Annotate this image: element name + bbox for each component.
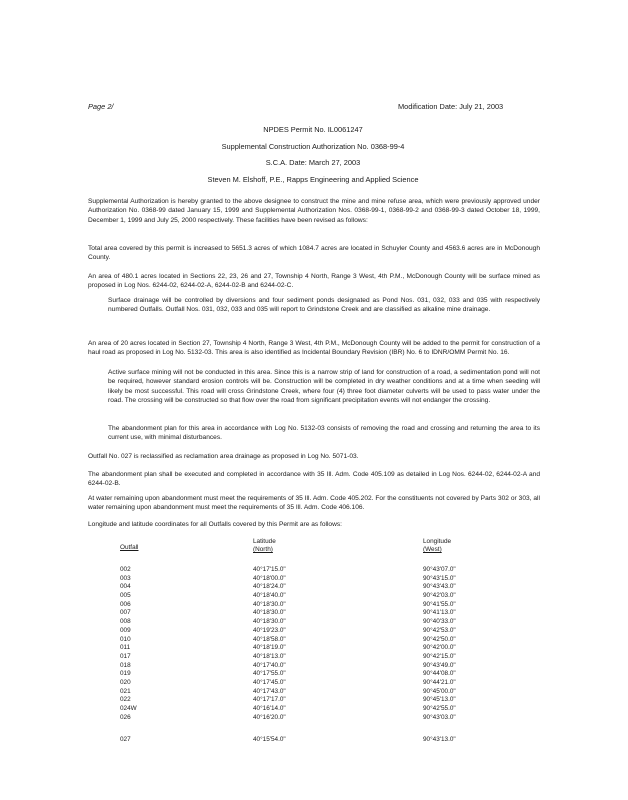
paragraph-surface-drainage: Surface drainage will be controlled by diversions and four sediment ponds designated as Pond Nos. 031, 032, 033 and 035 with respectively numbered Outfalls. Outfall Nos. 031, 032, 033 and 035 will report to Grindstone Creek and are classified as alkaline mine drainage. — [108, 297, 540, 314]
sca-date: S.C.A. Date: March 27, 2003 — [265, 158, 361, 167]
longitude-cell: 90°45'00.0" — [423, 687, 456, 695]
longitude-header-line2: (West) — [423, 546, 442, 553]
longitude-cell: 90°45'13.0" — [423, 696, 456, 704]
latitude-cell: 40°18'30.0" — [253, 618, 286, 626]
longitude-cell: 90°42'03.0" — [423, 592, 456, 600]
outfall-cell: 011 — [120, 644, 131, 652]
outfall-cell: 020 — [120, 678, 131, 686]
latitude-header-line2: (North) — [253, 546, 273, 553]
latitude-cell: 40°18'30.0" — [253, 600, 286, 608]
paragraph-haul-road: An area of 20 acres located in Section 27, Township 4 North, Range 3 West, 4th P.M., McDonough County will be added to the permit for construction of a haul road as proposed in Log No. 5132-03. This area is also identified as Incidental Boundary Revision (IBR) No. 6 to IDNR/OMM Permit No. 16. — [88, 340, 540, 357]
table-row — [120, 714, 480, 723]
latitude-cell: 40°16'14.0" — [253, 705, 286, 712]
longitude-cell: 90°40'33.0" — [423, 618, 456, 626]
table-row — [120, 696, 480, 705]
outfall-cell: 005 — [120, 592, 131, 600]
paragraph-authorization: Supplemental Authorization is hereby granted to the above designee to construct the mine and mine refuse area, which were previously approved under Authorization No. 0368-99 dated January 15, 1999 and Supplemental Authorization Nos. 0368-99-1, 0368-99-2 and 0368-99-3 dated October 18, 1999, December 1, 1999 and July 25, 2000 respectively. These facilities have been revised as follows: — [88, 198, 540, 224]
table-row — [120, 679, 480, 688]
longitude-cell: 90°44'21.0" — [423, 678, 456, 686]
latitude-cell: 40°17'45.0" — [253, 678, 286, 686]
table-row — [120, 670, 480, 679]
paragraph-coordinates-intro: Longitude and latitude coordinates for all Outfalls covered by this Permit are as follows: — [88, 521, 342, 528]
permit-number: NPDES Permit No. IL0061247 — [263, 125, 363, 134]
latitude-cell: 40°18'00.0" — [253, 574, 286, 582]
latitude-header-line1: Latitude — [253, 538, 276, 545]
table-row — [120, 566, 480, 575]
outfall-cell: 026 — [120, 713, 131, 721]
latitude-cell: 40°17'55.0" — [253, 670, 286, 678]
outfall-cell: 010 — [120, 635, 131, 643]
outfall-cell: 022 — [120, 696, 131, 704]
latitude-cell: 40°17'40.0" — [253, 661, 286, 669]
longitude-cell: 90°43'43.0" — [423, 583, 456, 591]
paragraph-abandonment-plan: The abandonment plan shall be executed and completed in accordance with 35 Ill. Adm. Code 405.109 as detailed in Log Nos. 6244-02, 6244-02-A and 6244-02-B. — [88, 471, 540, 488]
longitude-cell: 90°42'00.0" — [423, 644, 456, 652]
table-row — [120, 662, 480, 671]
latitude-cell: 40°18'19.0" — [253, 644, 286, 652]
longitude-cell: 90°42'50.0" — [423, 635, 456, 643]
table-row — [120, 618, 480, 627]
outfall-cell: 018 — [120, 661, 131, 669]
longitude-cell: 90°43'13.0" — [423, 736, 456, 744]
latitude-cell: 40°17'17.0" — [253, 696, 286, 704]
engineer-line: Steven M. Elshoff, P.E., Rapps Engineering and Applied Science — [207, 175, 419, 184]
paragraph-total-area: Total area covered by this permit is increased to 5651.3 acres of which 1084.7 acres are located in Schuyler County and 4563.6 acres are in McDonough County. — [88, 245, 540, 262]
outfall-cell: 003 — [120, 574, 131, 582]
latitude-column-header — [253, 538, 276, 554]
outfall-cell: 021 — [120, 687, 131, 695]
longitude-cell: 90°43'49.0" — [423, 661, 456, 669]
latitude-cell: 40°17'15.0" — [253, 566, 286, 573]
latitude-cell: 40°18'58.0" — [253, 635, 286, 643]
outfall-cell: 027 — [120, 736, 131, 744]
latitude-cell: 40°15'54.0" — [253, 736, 286, 744]
outfall-cell: 004 — [120, 583, 131, 591]
outfall-cell: 002 — [120, 566, 131, 573]
longitude-header-line1: Longitude — [423, 538, 452, 545]
paragraph-outfall-027: Outfall No. 027 is reclassified as reclamation area drainage as proposed in Log No. 5071-03. — [88, 453, 359, 460]
paragraph-water-requirements: At water remaining upon abandonment must meet the requirements of 35 Ill. Adm. Code 405.202. For the constituents not covered by Parts 302 or 303, all water remaining upon abandonment must meet the requirements of 35 Ill. Adm. Code 406.106. — [88, 495, 540, 512]
latitude-cell: 40°17'43.0" — [253, 687, 286, 695]
modification-date: Modification Date: July 21, 2003 — [398, 102, 504, 111]
outfall-cell: 006 — [120, 600, 131, 608]
authorization-number: Supplemental Construction Authorization No. 0368-99-4 — [221, 142, 405, 151]
outfall-cell: 024W — [120, 705, 137, 712]
paragraph-abandonment-area: The abandonment plan for this area in accordance with Log No. 5132-03 consists of removing the road and crossing and returning the area to its current use, with minimal disturbances. — [108, 425, 540, 442]
outfall-cell: 009 — [120, 626, 131, 634]
table-row — [120, 583, 480, 592]
outfall-cell: 008 — [120, 618, 131, 626]
latitude-cell: 40°18'40.0" — [253, 592, 286, 600]
longitude-cell: 90°42'53.0" — [423, 626, 456, 634]
table-row — [120, 592, 480, 601]
longitude-column-header — [423, 538, 451, 554]
outfall-cell: 017 — [120, 652, 131, 660]
longitude-cell: 90°42'15.0" — [423, 652, 456, 660]
latitude-cell: 40°18'13.0" — [253, 652, 286, 660]
outfall-cell: 007 — [120, 609, 131, 617]
longitude-cell: 90°41'55.0" — [423, 600, 456, 608]
outfall-column-header: Outfall — [120, 544, 139, 551]
table-row — [120, 609, 480, 618]
longitude-cell: 90°43'07.0" — [423, 566, 456, 573]
paragraph-active-mining: Active surface mining will not be conducted in this area. Since this is a narrow strip of land for construction of a road, a sedimentation pond will not be required, however standard erosion controls will be. Construction will be completed in dry weather conditions and at a time when seeding will likely be most successful. This road will cross Grindstone Creek, where four (4) three foot diameter culverts will be used to pass water under the road. The crossing will be constructed so that flow over the road from significant precipitation events will not endanger the crossing. — [108, 369, 540, 404]
latitude-cell: 40°16'20.0" — [253, 713, 286, 721]
table-row — [120, 644, 480, 653]
paragraph-surface-mined: An area of 480.1 acres located in Sections 22, 23, 26 and 27, Township 4 North, Range 3 West, 4th P.M., McDonough County will be surface mined as proposed in Log Nos. 6244-02, 6244-02-A, 6244-02-B and 6244-02-C. — [88, 273, 540, 290]
table-row — [120, 636, 480, 645]
page-number: Page 2/ — [88, 102, 114, 111]
table-row — [120, 653, 480, 662]
latitude-cell: 40°18'24.0" — [253, 583, 286, 591]
latitude-cell: 40°19'23.0" — [253, 626, 286, 634]
longitude-cell: 90°43'03.0" — [423, 713, 456, 721]
outfall-cell: 019 — [120, 670, 131, 678]
table-row — [120, 736, 480, 745]
longitude-cell: 90°44'08.0" — [423, 670, 456, 678]
table-body — [120, 566, 480, 745]
longitude-cell: 90°41'13.0" — [423, 609, 456, 617]
longitude-cell: 90°42'55.0" — [423, 705, 456, 712]
table-row — [120, 705, 480, 714]
table-row — [120, 627, 480, 636]
latitude-cell: 40°18'30.0" — [253, 609, 286, 617]
table-row — [120, 688, 480, 697]
longitude-cell: 90°43'15.0" — [423, 574, 456, 582]
